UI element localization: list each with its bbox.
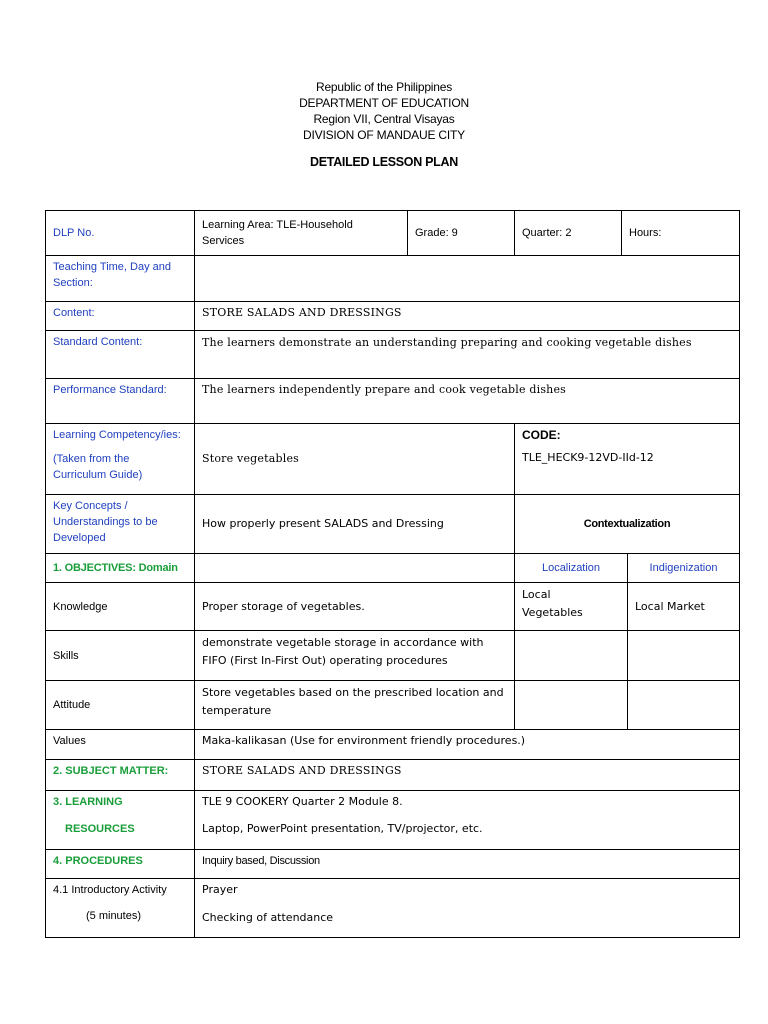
teaching-time-line1: Teaching Time, Day and [53, 261, 172, 273]
key-concepts-label [46, 495, 195, 554]
attitude-value: Store vegetables based on the prescribed location and temperature [195, 681, 515, 730]
intro-activity-line2: (5 minutes) [86, 910, 142, 922]
learning-resources-line1: 3. LEARNING [53, 796, 123, 808]
learning-resources-line2: RESOURCES [65, 823, 135, 835]
skills-value: demonstrate vegetable storage in accordance with FIFO (First In-First Out) operating procedures [195, 631, 515, 681]
quarter-cell: Quarter: 2 [515, 211, 622, 256]
row-key-concepts [46, 495, 740, 554]
learning-resources-value [195, 791, 740, 850]
knowledge-value: Proper storage of vegetables. [195, 583, 515, 631]
row-learning-resources [46, 791, 740, 850]
intro-activity-value [195, 879, 740, 938]
competency-label-line1: Learning Competency/ies: [53, 429, 181, 441]
objectives-value [195, 554, 515, 583]
row-teaching-time [46, 256, 740, 302]
knowledge-localization [515, 583, 628, 631]
knowledge-local-line2: Vegetables [522, 606, 583, 619]
attitude-localization [515, 681, 628, 730]
learning-area-line2: Services [202, 235, 245, 247]
contextualization-heading: Contextualization [515, 495, 740, 554]
standard-content-value: The learners demonstrate an understanding preparing and cooking vegetable dishes [195, 331, 740, 379]
row-standard-content [46, 331, 740, 379]
performance-standard-value: The learners independently prepare and cook vegetable dishes [195, 379, 740, 424]
row-procedures [46, 850, 740, 879]
objectives-label: 1. OBJECTIVES: Domain [46, 554, 195, 583]
row-values [46, 730, 740, 760]
row-content [46, 302, 740, 331]
competency-label [46, 424, 195, 495]
competency-label-line3: Curriculum Guide) [53, 469, 143, 481]
knowledge-label-text: Knowledge [53, 600, 108, 613]
skills-indigenization [628, 631, 740, 681]
subject-matter-value: STORE SALADS AND DRESSINGS [195, 760, 740, 791]
performance-standard-label: Performance Standard: [46, 379, 195, 424]
row-skills [46, 631, 740, 681]
code-label: CODE: [522, 428, 561, 442]
header-region: Region VII, Central Visayas [313, 112, 455, 126]
row-attitude [46, 681, 740, 730]
intro-activity-line1: 4.1 Introductory Activity [53, 884, 167, 896]
competency-value: Store vegetables [195, 424, 515, 495]
teaching-time-label [46, 256, 195, 302]
code-value: TLE_HECK9-12VD-IId-12 [522, 451, 654, 464]
skills-localization [515, 631, 628, 681]
knowledge-local-line1: Local [522, 588, 551, 601]
row-objectives [46, 554, 740, 583]
row-knowledge [46, 583, 740, 631]
dlp-label: DLP No. [46, 211, 195, 256]
learning-area-cell [195, 211, 408, 256]
standard-content-label: Standard Content: [46, 331, 195, 379]
intro-activity-label [46, 879, 195, 938]
knowledge-indigenization: Local Market [628, 583, 740, 631]
header-republic: Republic of the Philippines [315, 80, 453, 94]
content-value: STORE SALADS AND DRESSINGS [195, 302, 740, 331]
competency-code-cell [515, 424, 740, 495]
row-subject-matter [46, 760, 740, 791]
grade-cell: Grade: 9 [408, 211, 515, 256]
document-title: DETAILED LESSON PLAN [310, 155, 458, 169]
learning-resources-label [46, 791, 195, 850]
values-value: Maka-kalikasan (Use for environment friendly procedures.) [195, 730, 740, 760]
key-concepts-line1: Key Concepts / [53, 500, 128, 512]
lesson-plan-table [45, 210, 740, 938]
header-department: DEPARTMENT OF EDUCATION [299, 96, 469, 110]
values-label: Values [46, 730, 195, 760]
learning-area-line1: Learning Area: TLE-Household [202, 219, 353, 231]
header-division: DIVISION OF MANDAUE CITY [303, 128, 465, 142]
content-label: Content: [46, 302, 195, 331]
row-dlp-info [46, 211, 740, 256]
intro-activity-value-line2: Checking of attendance [202, 911, 334, 924]
procedures-value: Inquiry based, Discussion [195, 850, 740, 879]
skills-label: Skills [46, 631, 195, 681]
row-performance-standard [46, 379, 740, 424]
row-introductory-activity [46, 879, 740, 938]
hours-cell: Hours: [622, 211, 740, 256]
key-concepts-line3: Developed [53, 532, 106, 544]
row-learning-competency [46, 424, 740, 495]
attitude-label: Attitude [46, 681, 195, 730]
indigenization-heading: Indigenization [628, 554, 740, 583]
intro-activity-value-line1: Prayer [202, 883, 238, 896]
localization-heading: Localization [515, 554, 628, 583]
key-concepts-line2: Understandings to be [53, 516, 158, 528]
document-header [0, 79, 768, 143]
teaching-time-line2: Section: [53, 277, 93, 289]
subject-matter-label: 2. SUBJECT MATTER: [46, 760, 195, 791]
learning-resources-value-line1: TLE 9 COOKERY Quarter 2 Module 8. [202, 795, 403, 808]
key-concepts-value: How properly present SALADS and Dressing [195, 495, 515, 554]
knowledge-label [46, 583, 195, 631]
teaching-time-value [195, 256, 740, 302]
procedures-label: 4. PROCEDURES [46, 850, 195, 879]
competency-label-line2: (Taken from the [53, 453, 130, 465]
attitude-indigenization [628, 681, 740, 730]
learning-resources-value-line2: Laptop, PowerPoint presentation, TV/projector, etc. [202, 822, 483, 835]
